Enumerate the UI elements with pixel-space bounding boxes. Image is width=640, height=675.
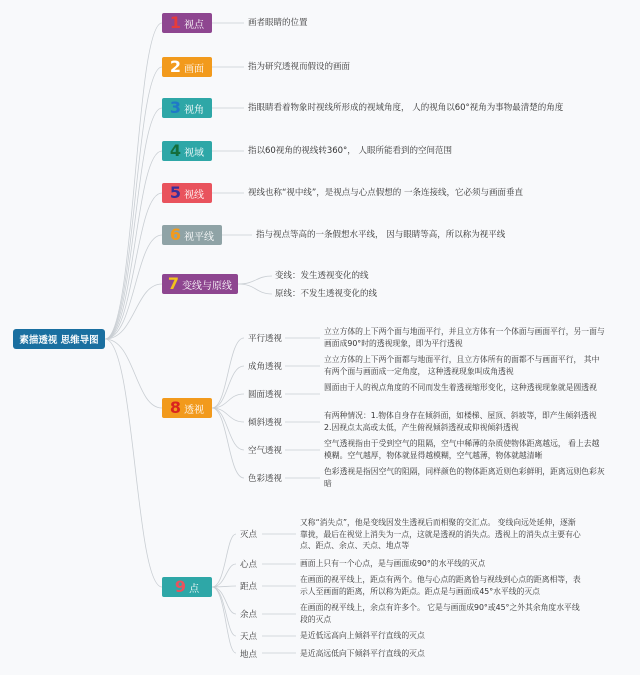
node-number: 9: [174, 577, 187, 596]
sub-topic-label[interactable]: 色彩透视: [248, 474, 283, 484]
node-label: 视平线: [184, 231, 215, 243]
node-label: 变线与原线: [182, 280, 233, 292]
sub-topic-label[interactable]: 地点: [240, 650, 258, 660]
node-label: 画面: [184, 63, 205, 75]
sub-topic-label[interactable]: 倾斜透视: [248, 418, 283, 428]
node-description: 指以60视角的视线转360°， 人眼所能看到的空间范围: [248, 146, 452, 156]
sub-topic-label[interactable]: 心点: [240, 560, 258, 570]
node-label: 视域: [184, 147, 205, 159]
sub-topic-label[interactable]: 天点: [240, 632, 258, 642]
node-description: 变线：发生透视变化的线: [275, 271, 369, 281]
node-description: 指眼睛看着物象时视线所形成的视域角度， 人的视角以60°视角为事物最清楚的角度: [248, 103, 564, 113]
sub-topic-description: 是近低远高向上倾斜平行直线的灭点: [300, 631, 425, 640]
node-picture-plane[interactable]: [162, 57, 212, 77]
sub-topic-label[interactable]: 平行透视: [248, 334, 283, 344]
sub-topic-description: 是近高远低向下倾斜平行直线的灭点: [300, 649, 425, 658]
sub-topic-label[interactable]: 空气透视: [248, 446, 283, 456]
node-number: 8: [169, 398, 182, 417]
sub-topic-description: 圆面由于人的视点角度的不同而发生着透视缩形变化，这种透视现象就是圆透视: [324, 383, 597, 392]
sub-topic-description: 立立方体的上下两个面都与地面平行，且立方体所有的面都不与画面平行， 其中有两个面与画面成一定角度， 这种透视现象叫成角透视: [324, 355, 600, 376]
node-change-lines[interactable]: [162, 274, 238, 294]
node-view-field[interactable]: [162, 141, 212, 161]
node-number: 7: [167, 274, 180, 293]
node-description: 画者眼睛的位置: [248, 18, 308, 28]
sub-topic-label[interactable]: 距点: [240, 582, 258, 592]
node-number: 1: [169, 13, 182, 32]
node-number: 5: [169, 183, 182, 202]
node-label: 视角: [184, 104, 205, 116]
node-label: 视线: [184, 189, 205, 201]
node-number: 2: [169, 57, 182, 76]
node-number: 4: [169, 141, 182, 160]
sub-topic-description: 在画面的视平线上，余点有许多个。 它是与画面成90°或45°之外其余角度水平线段的灭点: [300, 603, 580, 624]
sub-topic-description: 色彩透视是指因空气的阻隔，同样颜色的物体距离近则色彩鲜明，距离远则色彩灰暗: [324, 467, 605, 488]
node-viewpoint[interactable]: [162, 13, 212, 33]
root-node[interactable]: [13, 329, 105, 349]
node-perspective[interactable]: [162, 398, 212, 418]
sub-topic-label[interactable]: 余点: [240, 610, 258, 620]
node-view-angle[interactable]: [162, 98, 212, 118]
sub-topic-description: 在画面的视平线上，距点有两个。他与心点的距离恰与视线到心点的距离相等，表示人至画面的距离，所以称为距点。距点是与画面成45°水平线的灭点: [300, 575, 581, 596]
sub-topic-description: 立立方体的上下两个面与地面平行，并且立方体有一个体面与画面平行，另一面与画面成90°时的透视现象，即为平行透视: [324, 327, 605, 348]
node-description: 指与视点等高的一条假想水平线， 因与眼睛等高，所以称为视平线: [256, 230, 506, 240]
node-number: 6: [169, 225, 182, 244]
node-label: 视点: [184, 19, 205, 31]
node-sight-line[interactable]: [162, 183, 212, 203]
node-number: 3: [169, 98, 182, 117]
sub-topic-description: 空气透视指由于受到空气的阻隔，空气中稀薄的杂质使物体距离越远， 看上去越模糊。空气越厚，物体就显得越模糊，空气越薄，物体就越清晰: [324, 439, 600, 460]
sub-topic-description: 画面上只有一个心点，是与画面成90°的水平线的灭点: [300, 559, 486, 568]
node-label: 透视: [184, 404, 205, 416]
node-points[interactable]: [162, 577, 212, 597]
sub-topic-label[interactable]: 成角透视: [248, 362, 283, 372]
node-description: 视线也称“视中线”，是视点与心点假想的 一条连接线，它必须与画面垂直: [248, 188, 524, 198]
sub-topic-description: 有两种情况：1.物体自身存在倾斜面，如楼梯、屋顶、斜坡等，即产生倾斜透视 2.因视点太高或太低，产生俯视倾斜透视或仰视倾斜透视: [324, 411, 597, 432]
node-label: 点: [189, 583, 200, 595]
node-description: 原线：不发生透视变化的线: [275, 289, 378, 299]
root-label: 素描透视 思维导图: [19, 335, 99, 346]
sub-topic-label[interactable]: 圆面透视: [248, 390, 283, 400]
node-description: 指为研究透视而假设的画面: [248, 62, 351, 72]
sub-topic-description: 又称“消失点”，他是变线因发生透视后而相聚的交汇点。 变线向远处延伸，逐渐靠拢，最后在视觉上消失为一点，这就是透视的消失点。透视上的消失点主要有心点、距点、余点、天点、地点等: [300, 518, 581, 550]
sub-topic-label[interactable]: 灭点: [240, 530, 258, 540]
node-horizon-line[interactable]: [162, 225, 222, 245]
